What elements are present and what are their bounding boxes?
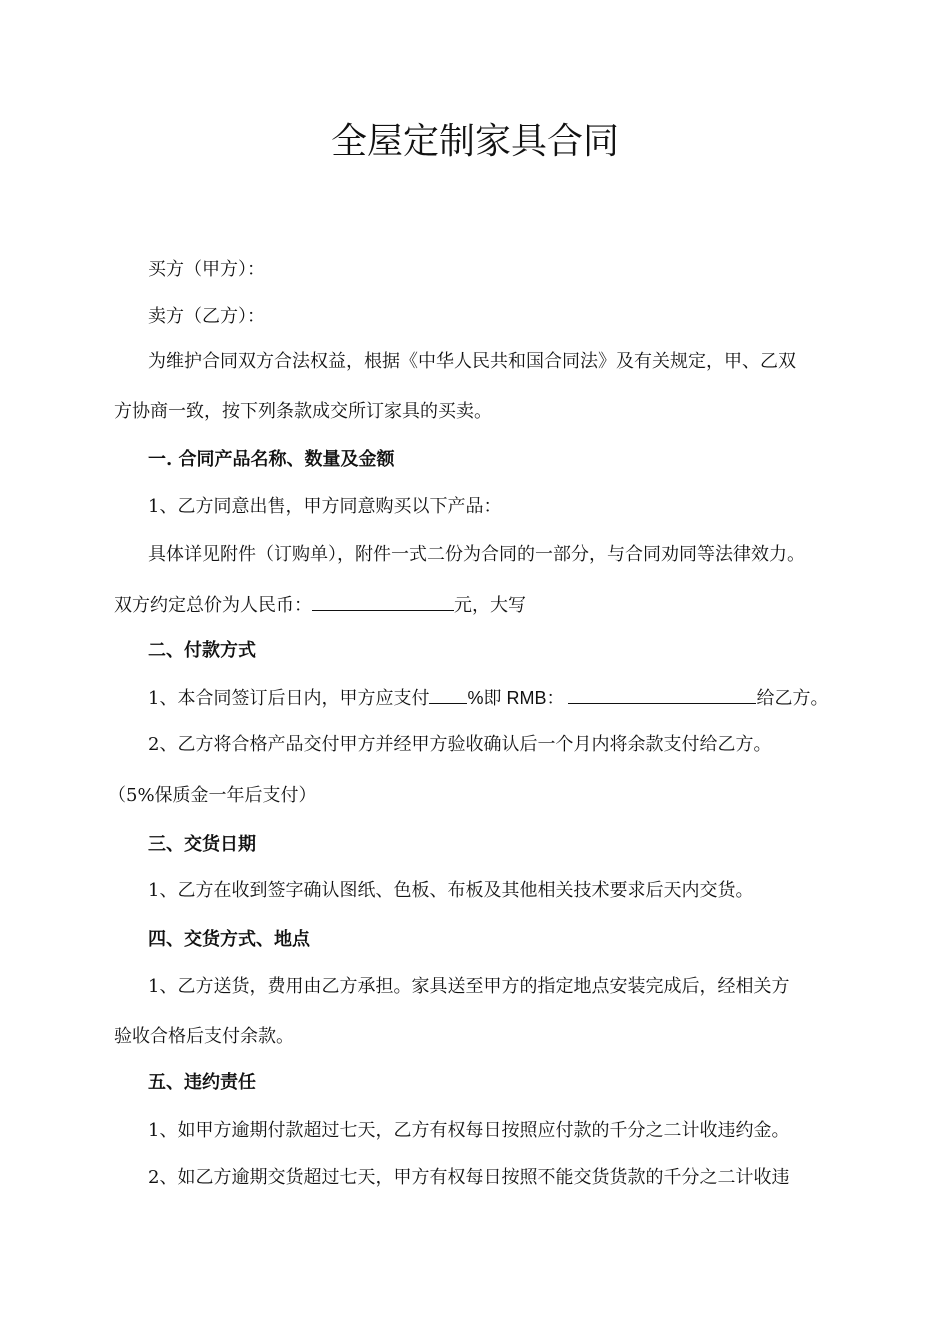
section-4-para-2: 验收合格后支付余款。 (114, 1026, 294, 1047)
section-3-heading: 三、交货日期 (148, 834, 256, 855)
section-4-heading: 四、交货方式、地点 (148, 929, 310, 950)
section-4-para-1: 1、乙方送货，费用由乙方承担。家具送至甲方的指定地点安装完成后，经相关方 (148, 976, 790, 997)
total-price-label: 双方约定总价为人民币： (114, 595, 312, 616)
buyer-line: 买方（甲方）： (148, 259, 265, 280)
rmb-amount-blank[interactable] (568, 685, 756, 704)
intro-line-2: 方协商一致，按下列条款成交所订家具的买卖。 (114, 401, 492, 422)
section-1-para-3 (114, 592, 526, 618)
section-2-para-2: 2、乙方将合格产品交付甲方并经甲方验收确认后一个月内将余款支付给乙方。 (148, 734, 772, 755)
section-2-para-1 (148, 685, 828, 711)
total-price-suffix: 元，大写 (454, 595, 526, 616)
section-5-heading: 五、违约责任 (148, 1072, 256, 1093)
document-title: 全屋定制家具合同 (330, 121, 619, 162)
intro-line-1: 为维护合同双方合法权益，根据《中华人民共和国合同法》及有关规定，甲、乙双 (148, 351, 796, 372)
total-price-blank[interactable] (312, 592, 454, 611)
section-1-para-1: 1、乙方同意出售，甲方同意购买以下产品： (148, 496, 502, 517)
section-5-para-2: 2、如乙方逾期交货超过七天，甲方有权每日按照不能交货货款的千分之二计收违 (148, 1167, 790, 1188)
section-3-para-1: 1、乙方在收到签字确认图纸、色板、布板及其他相关技术要求后天内交货。 (148, 880, 754, 901)
seller-line: 卖方（乙方）： (148, 306, 265, 327)
percent-blank[interactable] (429, 685, 467, 704)
section-1-para-2: 具体详见附件（订购单），附件一式二份为合同的一部分，与合同劝同等法律效力。 (148, 544, 805, 565)
rmb-label: %即 RMB： (467, 688, 565, 708)
section-1-heading: 一. 合同产品名称、数量及金额 (148, 449, 395, 470)
section-2-para-3: （5%保质金一年后支付） (108, 785, 317, 806)
payment-label: 1、本合同签订后日内，甲方应支付 (148, 688, 430, 709)
section-2-heading: 二、付款方式 (148, 640, 256, 661)
payment-suffix: 给乙方。 (756, 688, 829, 709)
section-5-para-1: 1、如甲方逾期付款超过七天，乙方有权每日按照应付款的千分之二计收违约金。 (148, 1120, 790, 1141)
